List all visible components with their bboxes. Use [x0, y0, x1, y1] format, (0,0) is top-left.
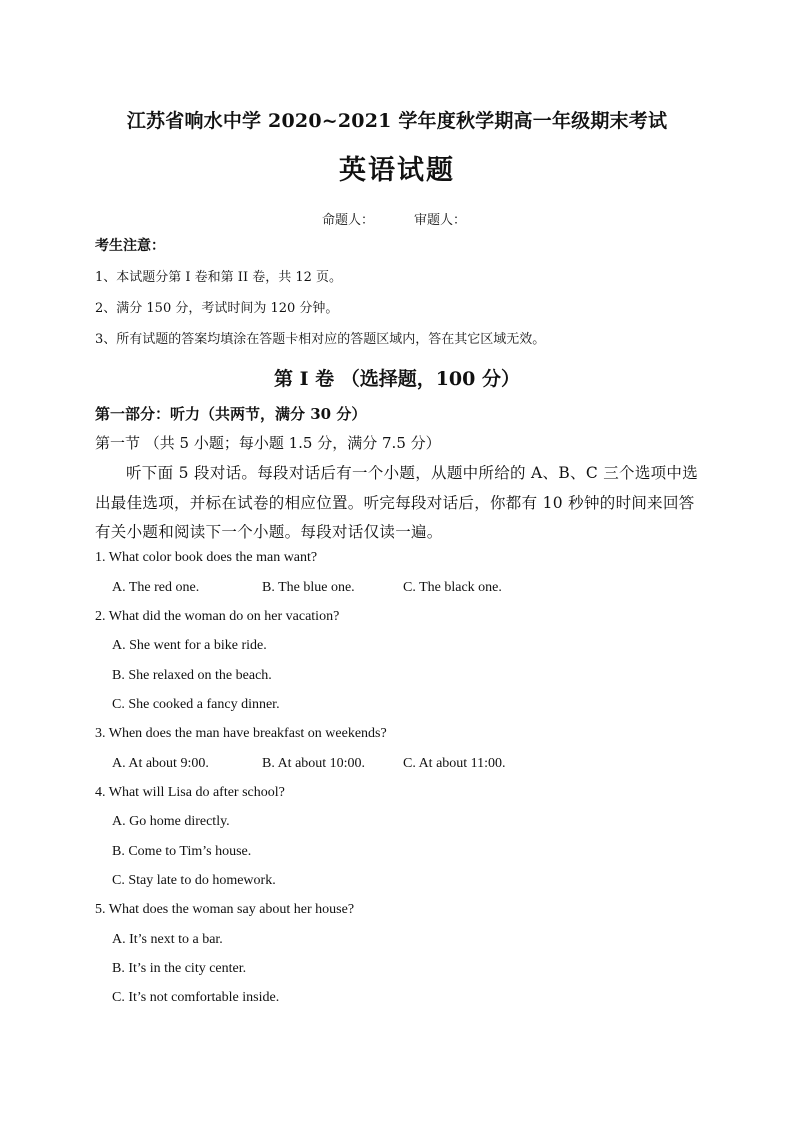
question-3: 3. When does the man have breakfast on weekends?	[95, 726, 387, 741]
volume-heading: 第 I 卷 （选择题，100 分）	[273, 368, 520, 390]
question-1-option-b: B. The blue one.	[262, 580, 355, 595]
notice-item: 2、满分 150 分，考试时间为 120 分钟。	[95, 301, 339, 316]
notice-heading: 考生注意：	[95, 238, 165, 254]
authors-line	[322, 209, 506, 228]
question-4: 4. What will Lisa do after school?	[95, 785, 285, 800]
question-2: 2. What did the woman do on her vacation?	[95, 609, 340, 624]
question-3-option-b: B. At about 10:00.	[262, 756, 366, 771]
question-2-option-c: C. She cooked a fancy dinner.	[112, 697, 280, 712]
question-2-option-a: A. She went for a bike ride.	[112, 638, 267, 653]
question-3-option-c: C. At about 11:00.	[403, 756, 506, 771]
section-heading: 第一节 （共 5 小题；每小题 1.5 分，满分 7.5 分）	[95, 434, 441, 452]
question-5-option-c: C. It’s not comfortable inside.	[112, 990, 280, 1005]
question-2-option-b: B. She relaxed on the beach.	[112, 668, 272, 683]
part-heading: 第一部分：听力（共两节，满分 30 分）	[95, 405, 367, 423]
listening-instructions: 听下面 5 段对话。每段对话后有一个小题，从题中所给的 A、B、C 三个选项中选出最佳选项，并标在试卷的相应位置。听完每段对话后，你都有 10 秒钟的时间来回答有关小题和阅读下一个小题。每段对话仅读一遍。	[95, 464, 699, 541]
question-5: 5. What does the woman say about her house?	[95, 902, 355, 917]
question-1: 1. What color book does the man want?	[95, 550, 318, 565]
question-4-option-c: C. Stay late to do homework.	[112, 873, 276, 888]
exam-title: 江苏省响水中学 2020~2021 学年度秋学期高一年级期末考试	[126, 110, 668, 132]
question-1-option-a: A. The red one.	[112, 580, 200, 595]
notice-item: 1、本试题分第 I 卷和第 II 卷，共 12 页。	[95, 270, 343, 285]
notice-item: 3、所有试题的答案均填涂在答题卡相对应的答题区域内，答在其它区域无效。	[95, 332, 546, 347]
reviewer-label: 审题人：	[414, 213, 467, 228]
subject-title: 英语试题	[339, 155, 455, 186]
question-5-option-b: B. It’s in the city center.	[112, 961, 247, 976]
question-4-option-a: A. Go home directly.	[112, 814, 230, 829]
setter-label: 命题人：	[322, 213, 375, 228]
question-3-option-a: A. At about 9:00.	[112, 756, 209, 771]
question-1-option-c: C. The black one.	[403, 580, 502, 595]
question-5-option-a: A. It’s next to a bar.	[112, 932, 223, 947]
question-4-option-b: B. Come to Tim’s house.	[112, 844, 252, 859]
